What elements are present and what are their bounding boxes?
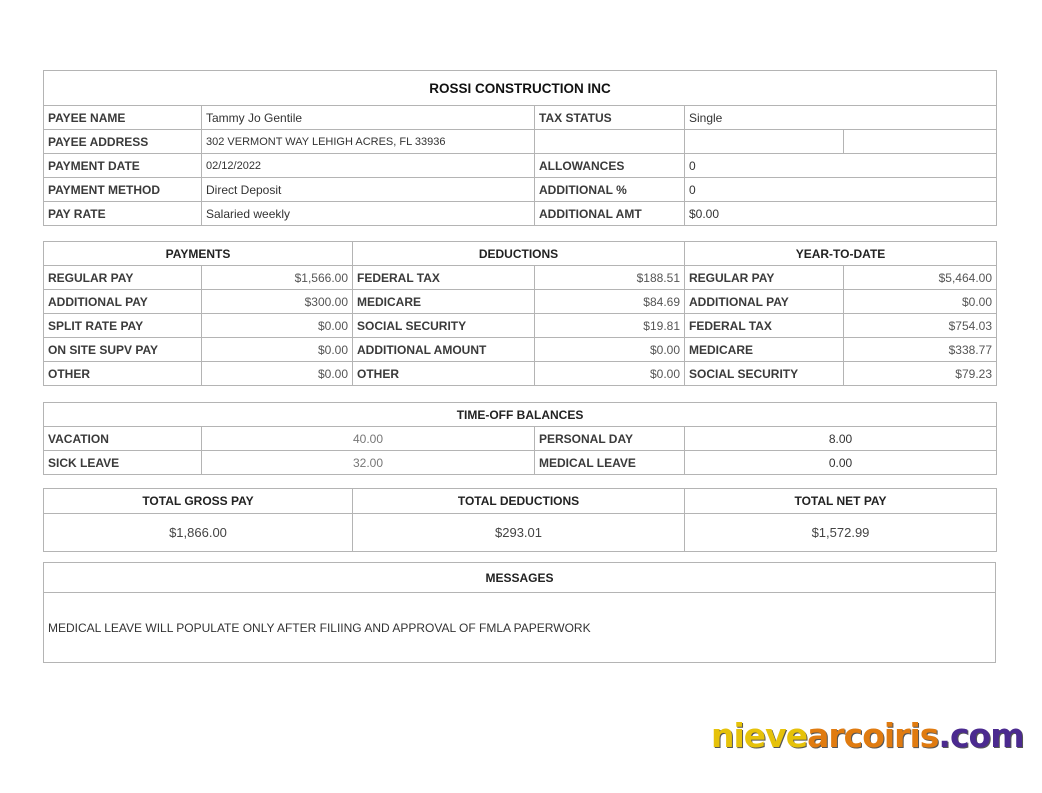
payment-value: $0.00 xyxy=(202,362,353,386)
empty-cell xyxy=(685,130,844,154)
table-row xyxy=(44,338,997,362)
vacation-value: 40.00 xyxy=(202,427,535,451)
payment-value: $300.00 xyxy=(202,290,353,314)
tax-status-label: TAX STATUS xyxy=(535,106,685,130)
ytd-value: $79.23 xyxy=(844,362,997,386)
message-text: MEDICAL LEAVE WILL POPULATE ONLY AFTER FILIING AND APPROVAL OF FMLA PAPERWORK xyxy=(44,593,996,663)
deduction-value: $188.51 xyxy=(535,266,685,290)
empty-cell xyxy=(844,130,997,154)
time-off-table xyxy=(43,402,997,475)
payment-label: REGULAR PAY xyxy=(44,266,202,290)
medical-leave-label: MEDICAL LEAVE xyxy=(535,451,685,475)
ytd-value: $5,464.00 xyxy=(844,266,997,290)
allowances-label: ALLOWANCES xyxy=(535,154,685,178)
payment-date-label: PAYMENT DATE xyxy=(44,154,202,178)
time-off-header: TIME-OFF BALANCES xyxy=(44,403,997,427)
totals-table xyxy=(43,488,997,552)
ytd-header: YEAR-TO-DATE xyxy=(685,242,997,266)
deduction-label: MEDICARE xyxy=(353,290,535,314)
empty-cell xyxy=(535,130,685,154)
watermark-part: .com xyxy=(938,716,1024,755)
ytd-label: MEDICARE xyxy=(685,338,844,362)
tax-status: Single xyxy=(685,106,997,130)
deduction-label: SOCIAL SECURITY xyxy=(353,314,535,338)
personal-day-label: PERSONAL DAY xyxy=(535,427,685,451)
payment-value: $1,566.00 xyxy=(202,266,353,290)
total-net-value: $1,572.99 xyxy=(685,514,997,552)
messages-header: MESSAGES xyxy=(44,563,996,593)
deduction-value: $84.69 xyxy=(535,290,685,314)
additional-pct-label: ADDITIONAL % xyxy=(535,178,685,202)
payment-label: ON SITE SUPV PAY xyxy=(44,338,202,362)
table-row xyxy=(44,451,997,475)
total-deductions-label: TOTAL DEDUCTIONS xyxy=(353,489,685,514)
table-row xyxy=(44,362,997,386)
ytd-label: SOCIAL SECURITY xyxy=(685,362,844,386)
ytd-value: $754.03 xyxy=(844,314,997,338)
additional-pct: 0 xyxy=(685,178,997,202)
table-row xyxy=(44,266,997,290)
payee-name-label: PAYEE NAME xyxy=(44,106,202,130)
table-row xyxy=(44,427,997,451)
deduction-label: ADDITIONAL AMOUNT xyxy=(353,338,535,362)
table-row xyxy=(44,314,997,338)
payment-method: Direct Deposit xyxy=(202,178,535,202)
additional-amt: $0.00 xyxy=(685,202,997,226)
allowances: 0 xyxy=(685,154,997,178)
payee-address-label: PAYEE ADDRESS xyxy=(44,130,202,154)
pay-rate-label: PAY RATE xyxy=(44,202,202,226)
deductions-header: DEDUCTIONS xyxy=(353,242,685,266)
payment-label: ADDITIONAL PAY xyxy=(44,290,202,314)
payments-header: PAYMENTS xyxy=(44,242,353,266)
company-name: ROSSI CONSTRUCTION INC xyxy=(44,71,997,106)
table-row xyxy=(44,290,997,314)
deduction-value: $0.00 xyxy=(535,338,685,362)
ytd-label: ADDITIONAL PAY xyxy=(685,290,844,314)
ytd-label: REGULAR PAY xyxy=(685,266,844,290)
ytd-label: FEDERAL TAX xyxy=(685,314,844,338)
payment-date: 02/12/2022 xyxy=(202,154,535,178)
payment-label: SPLIT RATE PAY xyxy=(44,314,202,338)
sick-leave-label: SICK LEAVE xyxy=(44,451,202,475)
total-gross-value: $1,866.00 xyxy=(44,514,353,552)
watermark-part: nieve xyxy=(711,716,808,755)
total-gross-label: TOTAL GROSS PAY xyxy=(44,489,353,514)
ytd-value: $0.00 xyxy=(844,290,997,314)
earnings-table xyxy=(43,241,997,386)
payment-method-label: PAYMENT METHOD xyxy=(44,178,202,202)
pay-rate: Salaried weekly xyxy=(202,202,535,226)
payee-info-table xyxy=(43,70,997,226)
medical-leave-value: 0.00 xyxy=(685,451,997,475)
messages-table xyxy=(43,562,996,663)
payment-label: OTHER xyxy=(44,362,202,386)
total-deductions-value: $293.01 xyxy=(353,514,685,552)
payment-value: $0.00 xyxy=(202,314,353,338)
watermark-logo xyxy=(711,716,1024,755)
deduction-label: FEDERAL TAX xyxy=(353,266,535,290)
additional-amt-label: ADDITIONAL AMT xyxy=(535,202,685,226)
watermark-part: arcoiris xyxy=(807,716,939,755)
deduction-value: $0.00 xyxy=(535,362,685,386)
total-net-label: TOTAL NET PAY xyxy=(685,489,997,514)
vacation-label: VACATION xyxy=(44,427,202,451)
payee-name: Tammy Jo Gentile xyxy=(202,106,535,130)
ytd-value: $338.77 xyxy=(844,338,997,362)
sick-leave-value: 32.00 xyxy=(202,451,535,475)
payment-value: $0.00 xyxy=(202,338,353,362)
deduction-label: OTHER xyxy=(353,362,535,386)
payee-address: 302 VERMONT WAY LEHIGH ACRES, FL 33936 xyxy=(202,130,535,154)
personal-day-value: 8.00 xyxy=(685,427,997,451)
deduction-value: $19.81 xyxy=(535,314,685,338)
